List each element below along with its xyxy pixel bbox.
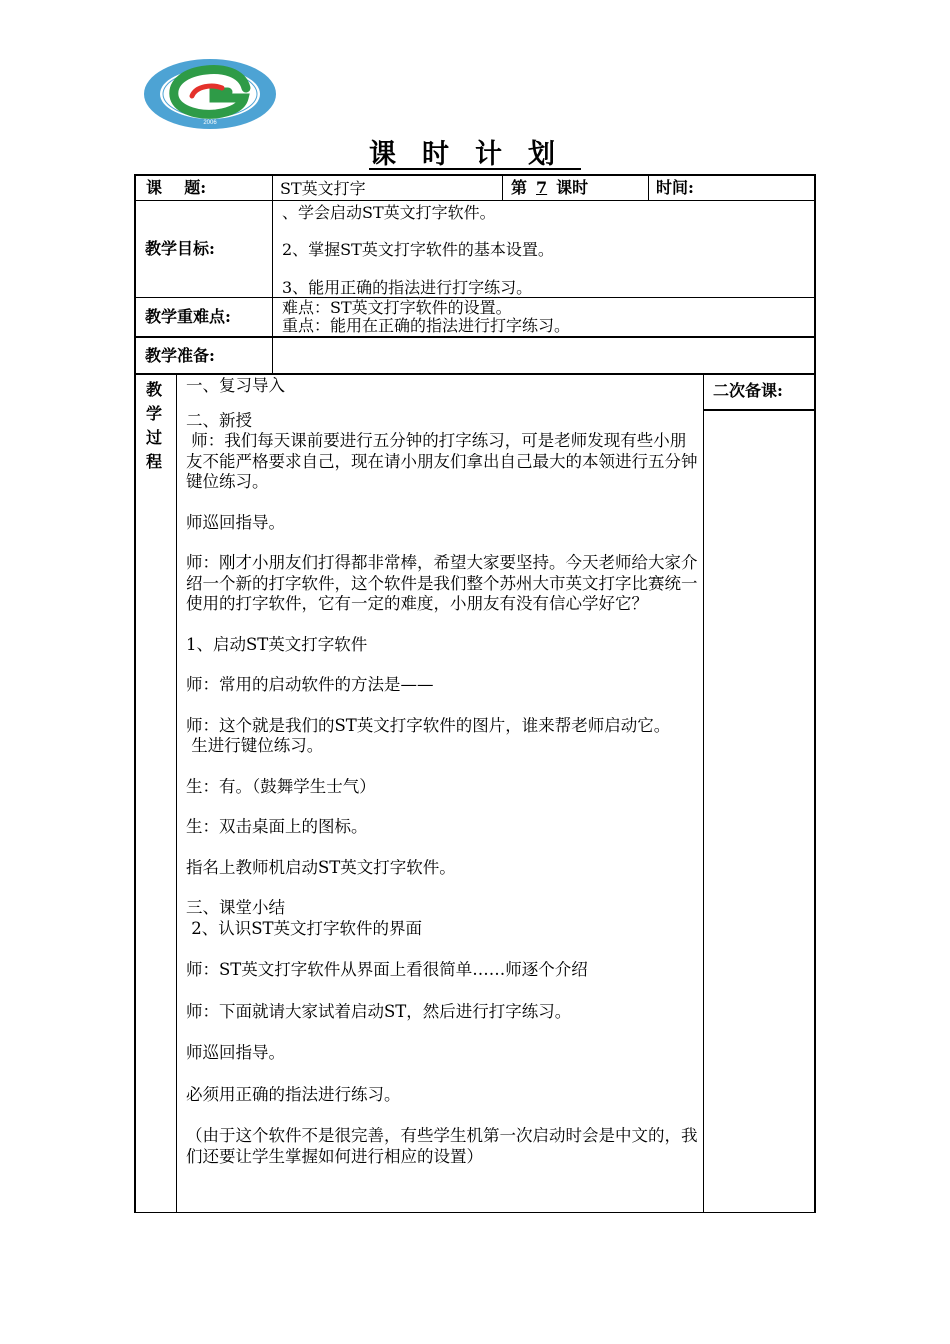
process-paragraph: 指名上教师机启动ST英文打字软件。 — [186, 857, 456, 877]
topic-label: 课 题: — [146, 178, 207, 197]
process-paragraph: 生：双击桌面上的图标。 — [186, 817, 368, 836]
process-paragraph: 2、认识ST英文打字软件的界面 — [186, 918, 423, 938]
prep-label: 教学准备: — [145, 346, 215, 365]
goal-item: 2、掌握ST英文打字软件的基本设置。 — [282, 240, 554, 259]
time-label: 时间: — [656, 178, 694, 197]
process-paragraph: 师：常用的启动软件的方法是—— — [186, 675, 434, 694]
process-paragraph: 师：下面就请大家试着启动ST，然后进行打字练习。 — [186, 1001, 572, 1021]
topic-value: ST英文打字 — [280, 179, 366, 198]
goals-label: 教学目标: — [145, 239, 215, 258]
svg-text:2006: 2006 — [203, 120, 217, 126]
process-paragraph: 一、复习导入 — [186, 376, 285, 395]
keypoints-label: 教学重难点: — [145, 307, 231, 326]
page-title: 课时计划 — [369, 139, 581, 170]
process-paragraph: 师巡回指导。 — [186, 512, 285, 532]
process-paragraph: 1、启动ST英文打字软件 — [186, 634, 368, 654]
process-body — [186, 376, 698, 1167]
process-paragraph: （由于这个软件不是很完善，有些学生机第一次启动时会是中文的，我们还要让学生掌握如何进行相应的设置） — [186, 1126, 698, 1166]
process-paragraph: 生进行键位练习。 — [186, 736, 324, 755]
key-point: 重点：能用在正确的指法进行打字练习。 — [282, 316, 571, 335]
goal-item: 3、能用正确的指法进行打字练习。 — [282, 278, 533, 297]
process-label: 教 学 过 程 — [146, 380, 163, 471]
second-prep-label: 二次备课: — [713, 381, 783, 400]
process-paragraph: 生：有。（鼓舞学生士气） — [186, 776, 376, 796]
process-paragraph: 必须用正确的指法进行练习。 — [186, 1084, 401, 1104]
process-paragraph: 师巡回指导。 — [186, 1043, 285, 1062]
lesson-number: 第 7 课时 — [511, 178, 589, 197]
process-paragraph: 三、课堂小结 — [186, 898, 285, 917]
difficult-point: 难点：ST英文打字软件的设置。 — [282, 298, 512, 317]
process-paragraph: 二、新授 — [186, 410, 252, 430]
process-paragraph: 师：ST英文打字软件从界面上看很简单……师逐个介绍 — [186, 960, 588, 979]
process-paragraph: 师：刚才小朋友们打得都非常棒，希望大家要坚持。今天老师给大家介绍一个新的打字软件，这个软件是我们整个苏州大市英文打字比赛统一使用的打字软件，它有一定的难度，小朋友有没有信心学好它？ — [186, 553, 698, 613]
process-paragraph: 师：我们每天课前要进行五分钟的打字练习，可是老师发现有些小朋友不能严格要求自己，现在请小朋友们拿出自己最大的本领进行五分钟键位练习。 — [186, 431, 698, 491]
goal-item: 、学会启动ST英文打字软件。 — [282, 203, 496, 222]
school-logo — [142, 58, 278, 130]
process-paragraph: 师：这个就是我们的ST英文打字软件的图片，谁来帮老师启动它。 — [186, 715, 671, 735]
